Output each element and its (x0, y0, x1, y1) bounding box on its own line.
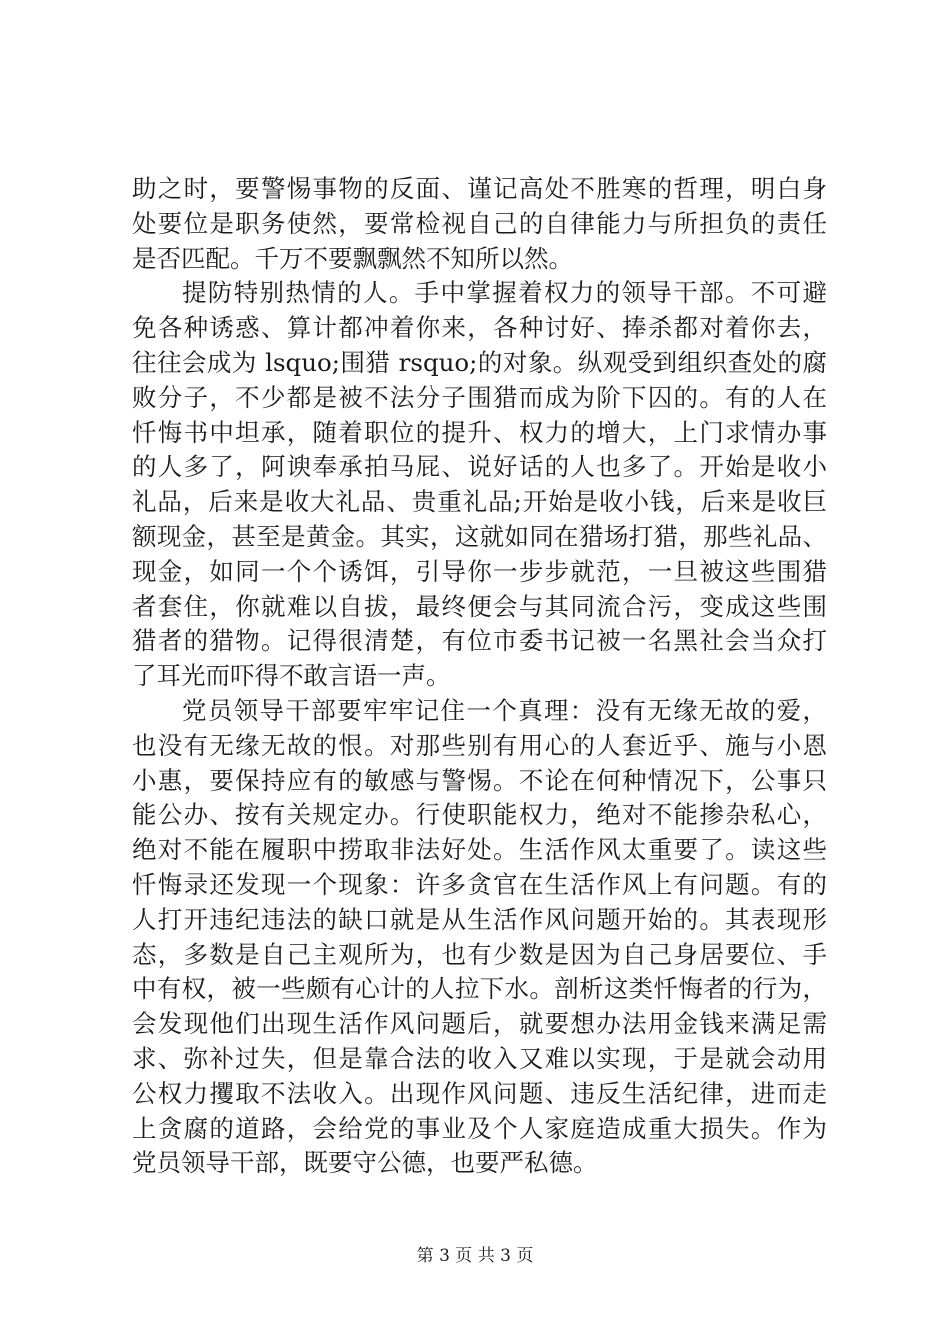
text-line: 忏悔录还发现一个现象：许多贪官在生活作风上有问题。有的 (132, 869, 827, 899)
text-line: 提防特别热情的人。手中掌握着权力的领导干部。不可避 (182, 278, 827, 308)
text-line: 也没有无缘无故的恨。对那些别有用心的人套近乎、施与小恩 (132, 730, 827, 760)
text-line: 免各种诱惑、算计都冲着你来，各种讨好、捧杀都对着你去， (132, 313, 827, 343)
text-line: 助之时，要警惕事物的反面、谨记高处不胜寒的哲理，明白身 (132, 174, 827, 203)
text-line: 公权力攫取不法收入。出现作风问题、违反生活纪律，进而走 (132, 1078, 827, 1108)
text-line: 是否匹配。千万不要飘飘然不知所以然。 (132, 243, 573, 273)
paragraph (132, 694, 827, 1181)
text-line: 礼品，后来是收大礼品、贵重礼品;开始是收小钱，后来是收巨 (132, 487, 827, 517)
text-line: 人打开违纪违法的缺口就是从生活作风问题开始的。其表现形 (132, 904, 827, 934)
text-line: 态，多数是自己主观所为，也有少数是因为自己身居要位、手 (132, 939, 827, 969)
text-line: 现金，如同一个个诱饵，引导你一步步就范，一旦被这些围猎 (132, 556, 827, 586)
text-line: 往往会成为 lsquo;围猎 rsquo;的对象。纵观受到组织查处的腐 (132, 347, 827, 377)
text-line: 忏悔书中坦承，随着职位的提升、权力的增大，上门求情办事 (132, 417, 827, 447)
page-footer: 第 3 页 共 3 页 (416, 1246, 534, 1266)
text-line: 会发现他们出现生活作风问题后，就要想办法用金钱来满足需 (132, 1009, 827, 1039)
text-line: 党员领导干部，既要守公德，也要严私德。 (132, 1148, 598, 1178)
text-line: 的人多了，阿谀奉承拍马屁、说好话的人也多了。开始是收小 (132, 452, 827, 482)
text-line: 中有权，被一些颇有心计的人拉下水。剖析这类忏悔者的行为， (132, 974, 827, 1004)
text-line: 小惠，要保持应有的敏感与警惕。不论在何种情况下，公事只 (132, 765, 827, 795)
text-line: 处要位是职务使然，要常检视自己的自律能力与所担负的责任 (132, 208, 827, 238)
text-line: 上贪腐的道路，会给党的事业及个人家庭造成重大损失。作为 (132, 1113, 827, 1143)
text-line: 能公办、按有关规定办。行使职能权力，绝对不能掺杂私心， (132, 800, 827, 830)
body-text (132, 172, 827, 1181)
paragraph (132, 276, 827, 694)
text-line: 党员领导干部要牢牢记住一个真理：没有无缘无故的爱， (182, 695, 827, 725)
text-line: 猎者的猎物。记得很清楚，有位市委书记被一名黑社会当众打 (132, 626, 827, 656)
text-line: 绝对不能在履职中捞取非法好处。生活作风太重要了。读这些 (132, 835, 827, 865)
text-line: 败分子，不少都是被不法分子围猎而成为阶下囚的。有的人在 (132, 382, 827, 412)
text-line: 额现金，甚至是黄金。其实，这就如同在猎场打猎，那些礼品、 (132, 521, 827, 551)
text-line: 求、弥补过失，但是靠合法的收入又难以实现，于是就会动用 (132, 1043, 827, 1073)
text-line: 者套住，你就难以自拔，最终便会与其同流合污，变成这些围 (132, 591, 827, 621)
paragraph (132, 172, 827, 276)
text-line: 了耳光而吓得不敢言语一声。 (132, 661, 451, 691)
